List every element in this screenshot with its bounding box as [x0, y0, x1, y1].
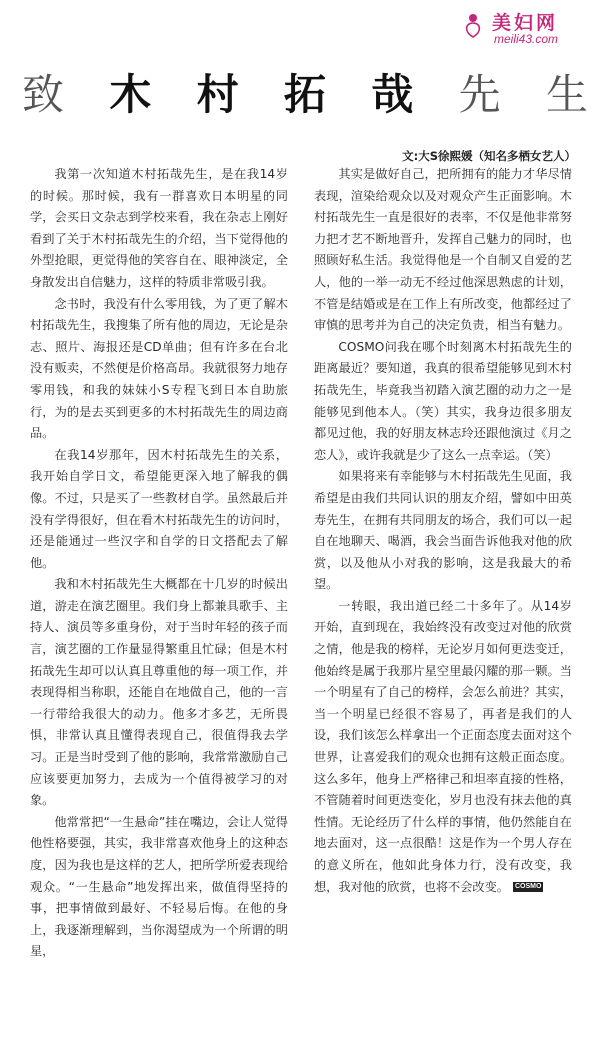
end-mark: COSMO — [515, 883, 542, 891]
paragraph: 他常常把“一生悬命”挂在嘴边，会让人觉得他性格要强，其实，我非常喜欢他身上的这种态度，因为我也是这样的艺人，把所学所爱表现给观众。“一生悬命”地发挥出来，做值得坚持的事，把事情做到最好、不轻易后悔。在他的身上，我逐渐理解到，当你渴望成为一个所谓的明星， — [30, 814, 288, 959]
title-char: 生 — [545, 70, 588, 119]
paragraph-last — [314, 596, 572, 898]
paragraph: COSMO问我在哪个时刻离木村拓哉先生的距离最近？要知道，我真的很希望能够见到木村拓哉先生，毕竟我当初踏入演艺圈的动力之一是能够见到他本人。（笑）其实，我身边很多朋友都见过他，我的好朋友林志玲还跟他演过《月之恋人》，或许我就是少了这么一点幸运。（笑） — [314, 339, 572, 462]
paragraph-text: 一转眼，我出道已经二十多年了。从14岁开始，直到现在，我始终没有改变过对他的欣赏之情，他是我的榜样，无论岁月如何更迭变迁，他始终是属于我那片星空里最闪耀的那一颗。当一个明星有了自己的榜样，会怎么前进？其实，当一个明星已经很不容易了，再者是我们的人设，我们该怎么样拿出一个正面态度去面对这个世界，让喜爱我们的观众也拥有这般正面态度。这么多年，他身上严格律己和坦率直接的性格，不管随着时间更迭变化，岁月也没有抹去他的真性情。无论经历了什么样的事情，他仍然能自在地去面对，这一点很酷！这是作为一个男人存在的意义所在，他如此身体力行，没有改变，我想，我对他的欣赏，也将不会改变。 — [314, 598, 572, 894]
paragraph: 如果将来有幸能够与木村拓哉先生见面，我希望是由我们共同认识的朋友介绍，譬如中田英寿先生，在拥有共同朋友的场合，我们可以一起自在地聊天、喝酒，我会当面告诉他我对他的欣赏，以及他从小对我的影响，这是我最大的希望。 — [314, 469, 572, 592]
title-char: 先 — [458, 70, 501, 119]
paragraph: 念书时，我没有什么零用钱，为了更了解木村拓哉先生，我搜集了所有他的周边，无论是杂志、照片、海报还是CD单曲；但有许多在台北没有贩卖，不然便是价格高昂。我就很努力地存零用钱，和我的妹妹小S专程飞到日本自助旅行，为的是去买到更多的木村拓哉先生的周边商品。 — [30, 296, 288, 441]
byline: 文:大S徐熙媛（知名多栖女艺人） — [402, 149, 576, 163]
left-column — [30, 164, 288, 963]
right-column — [314, 164, 572, 898]
woman-heart-icon — [462, 12, 484, 38]
paragraph: 我第一次知道木村拓哉先生，是在我14岁的时候。那时候，我有一群喜欢日本明星的同学，会买日文杂志到学校来看，我在杂志上刚好看到了关于木村拓哉先生的介绍，当下觉得他的外型抢眼，更觉得他的笑容自在、眼神淡定，全身散发出自信魅力，这样的特质非常吸引我。 — [30, 167, 288, 289]
paragraph: 其实是做好自己，把所拥有的能力才华尽情表现，渲染给观众以及对观众产生正面影响。木村拓哉先生一直是很好的表率，不仅是他非常努力把才艺不断地晋升，发挥自己魅力的同时，也照顾好私生活。我觉得他是一个自制又自爱的艺人，他的一举一动无不经过他深思熟虑的计划，不管是结婚或是在工作上有所改变，他都经过了审慎的思考并为自己的决定负责，相当有魅力。 — [314, 167, 572, 333]
title-char: 致 — [22, 70, 65, 119]
article-title — [22, 60, 588, 124]
logo-brand: 美妇网 — [492, 12, 559, 34]
title-char: 哉 — [371, 70, 414, 119]
paragraph: 我和木村拓哉先生大概都在十几岁的时候出道，游走在演艺圈里。我们身上都兼具歌手、主持人、演员等多重身份，对于当时年轻的孩子而言，演艺圈的工作量显得繁重且忙碌；但是木村拓哉先生却可以认真且尊重他的每一项工作，并表现得相当称职，还能自在地做自己，他的一言一行带给我很大的动力。他多才多艺，无所畏惧，非常认真且懂得表现自己，很值得我去学习。正是当时受到了他的影响，我常常激励自己应该要更加努力，去成为一个值得被学习的对象。 — [30, 577, 288, 808]
logo-url: meili43.com — [494, 32, 559, 46]
paragraph: 在我14岁那年，因木村拓哉先生的关系，我开始自学日文，希望能更深入地了解我的偶像。不过，只是买了一些教材自学。虽然最后并没有学得很好，但在看木村拓哉先生的访问时，还是能通过一些汉字和自学的日文搭配去了解他。 — [30, 447, 288, 570]
title-char: 拓 — [283, 70, 326, 119]
title-char: 村 — [196, 70, 239, 119]
site-logo[interactable] — [454, 6, 594, 48]
title-char: 木 — [109, 70, 152, 119]
